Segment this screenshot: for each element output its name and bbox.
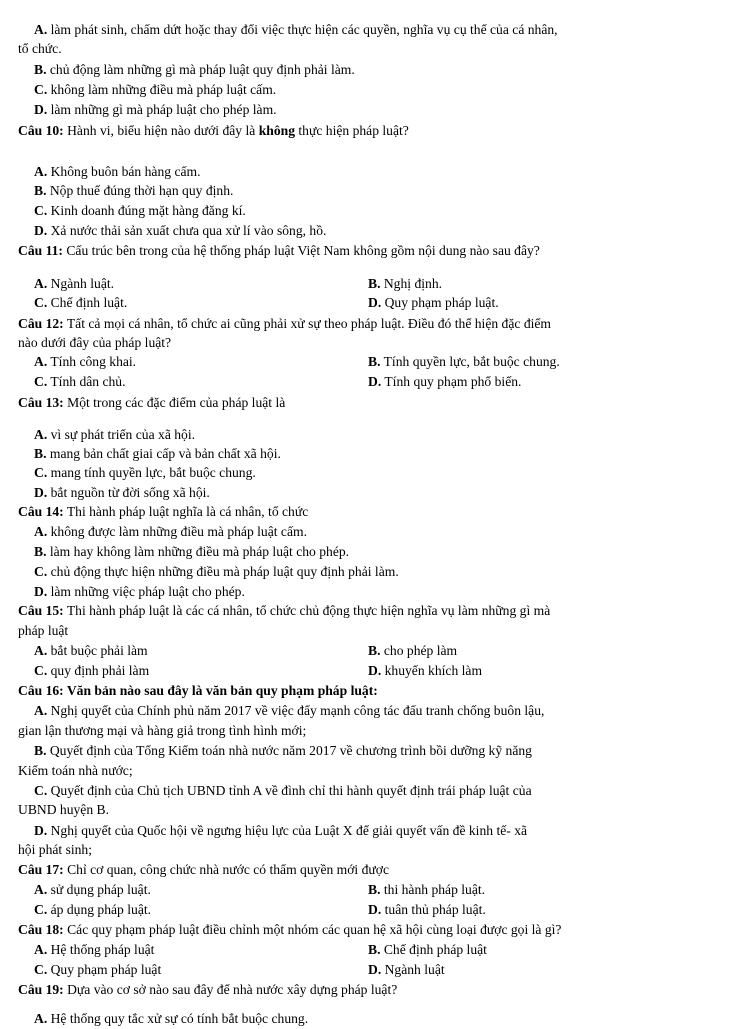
q16-option-d: D. Nghị quyết của Quốc hội về ngưng hiệu lực của Luật X để giải quyết vấn đề kinh tế- xã: [34, 823, 528, 838]
q16-option-d-cont: hội phát sinh;: [18, 842, 93, 857]
prev-option-d: D. làm những gì mà pháp luật cho phép làm.: [34, 102, 277, 117]
question-18: Câu 18: Các quy phạm pháp luật điều chỉnh một nhóm các quan hệ xã hội cùng loại được gọi là gì?: [18, 922, 562, 937]
q10-option-a: A. Không buôn bán hàng cấm.: [34, 164, 201, 179]
question-17: Câu 17: Chỉ cơ quan, công chức nhà nước có thẩm quyền mới được: [18, 862, 389, 877]
q11-option-b: B. Nghị định.: [368, 276, 443, 291]
q11-option-c: C. Chế định luật. D. Quy phạm pháp luật.: [0, 293, 740, 312]
question-10: Câu 10: Hành vi, biểu hiện nào dưới đây là không thực hiện pháp luật?: [18, 123, 409, 138]
q13-option-c: C. mang tính quyền lực, bắt buộc chung.: [34, 465, 256, 480]
q17-option-d: D. tuân thủ pháp luật.: [368, 902, 486, 917]
q11-option-a: A. Ngành luật. B. Nghị định.: [0, 274, 740, 293]
q14-option-d: D. làm những việc pháp luật cho phép.: [34, 584, 245, 599]
question-11: Câu 11: Cấu trúc bên trong của hệ thống pháp luật Việt Nam không gồm nội dung nào sau đây?: [18, 243, 540, 258]
q14-option-a: A. không được làm những điều mà pháp luật cấm.: [34, 524, 307, 539]
q18-option-b: B. Chế định pháp luật: [368, 942, 487, 957]
q14-option-c: C. chủ động thực hiện những điều mà pháp luật quy định phải làm.: [34, 564, 399, 579]
q17-option-b: B. thi hành pháp luật.: [368, 882, 486, 897]
q13-option-d: D. bắt nguồn từ đời sống xã hội.: [34, 485, 210, 500]
q11-option-d: D. Quy phạm pháp luật.: [368, 295, 499, 310]
q16-option-c-cont: UBND huyện B.: [18, 802, 110, 817]
question-14: Câu 14: Thi hành pháp luật nghĩa là cá nhân, tổ chức: [18, 504, 309, 519]
q12-option-d: D. Tính quy phạm phổ biến.: [368, 374, 522, 389]
q16-option-a: A. Nghị quyết của Chính phủ năm 2017 về việc đẩy mạnh công tác đấu tranh chống buôn lậu,: [34, 703, 545, 718]
q15-option-c: C. quy định phải làm D. khuyến khích làm: [0, 661, 740, 680]
q16-option-b-cont: Kiểm toán nhà nước;: [18, 763, 133, 778]
q13-option-b: B. mang bản chất giai cấp và bản chất xã hội.: [34, 446, 281, 461]
prev-option-a-cont: tổ chức.: [18, 41, 62, 56]
q18-option-c: C. Quy phạm pháp luật D. Ngành luật: [0, 960, 740, 979]
q10-option-c: C. Kinh doanh đúng mặt hàng đăng kí.: [34, 203, 246, 218]
q13-option-a: A. vì sự phát triển của xã hội.: [34, 427, 196, 442]
q10-option-d: D. Xả nước thải sản xuất chưa qua xử lí vào sông, hồ.: [34, 223, 327, 238]
q10-option-b: B. Nộp thuế đúng thời hạn quy định.: [34, 183, 234, 198]
q12-option-b: B. Tính quyền lực, bắt buộc chung.: [368, 354, 560, 369]
q12-option-a: A. Tính công khai. B. Tính quyền lực, bắt buộc chung.: [0, 352, 740, 371]
prev-option-a: A. làm phát sinh, chấm dứt hoặc thay đổi việc thực hiện các quyền, nghĩa vụ cụ thể của cá nhân,: [34, 22, 558, 37]
q15-option-d: D. khuyến khích làm: [368, 663, 483, 678]
q14-option-b: B. làm hay không làm những điều mà pháp luật cho phép.: [34, 544, 350, 559]
q12-option-c: C. Tính dân chủ. D. Tính quy phạm phổ biến.: [0, 372, 740, 391]
q16-option-b: B. Quyết định của Tổng Kiểm toán nhà nước năm 2017 về chương trình bồi dưỡng kỹ năng: [34, 743, 532, 758]
q19-option-a: A. Hệ thống quy tắc xử sự có tính bắt buộc chung.: [34, 1011, 309, 1026]
q15-option-a: A. bắt buộc phải làm B. cho phép làm: [0, 641, 740, 660]
q16-option-a-cont: gian lận thương mại và hàng giả trong tình hình mới;: [18, 723, 307, 738]
question-15-cont: pháp luật: [18, 623, 69, 638]
q17-option-a: A. sử dụng pháp luật. B. thi hành pháp luật.: [0, 880, 740, 899]
question-12: Câu 12: Tất cả mọi cá nhân, tổ chức ai cũng phải xử sự theo pháp luật. Điều đó thể hiện đặc điểm: [18, 316, 551, 331]
q18-option-a: A. Hệ thống pháp luật B. Chế định pháp luật: [0, 940, 740, 959]
q18-option-d: D. Ngành luật: [368, 962, 445, 977]
q15-option-b: B. cho phép làm: [368, 643, 458, 658]
prev-option-c: C. không làm những điều mà pháp luật cấm.: [34, 82, 277, 97]
question-19: Câu 19: Dựa vào cơ sở nào sau đây để nhà nước xây dựng pháp luật?: [18, 982, 398, 997]
q16-option-c: C. Quyết định của Chủ tịch UBND tỉnh A về đình chỉ thi hành quyết định trái pháp luật của: [34, 783, 532, 798]
question-16: Câu 16: Văn bản nào sau đây là văn bản quy phạm pháp luật:: [18, 683, 378, 698]
q17-option-c: C. áp dụng pháp luật. D. tuân thủ pháp luật.: [0, 900, 740, 919]
prev-option-b: B. chủ động làm những gì mà pháp luật quy định phải làm.: [34, 62, 355, 77]
question-13: Câu 13: Một trong các đặc điểm của pháp luật là: [18, 395, 286, 410]
question-15: Câu 15: Thi hành pháp luật là các cá nhân, tổ chức chủ động thực hiện nghĩa vụ làm những gì mà: [18, 603, 551, 618]
question-12-cont: nào dưới đây của pháp luật?: [18, 335, 172, 350]
